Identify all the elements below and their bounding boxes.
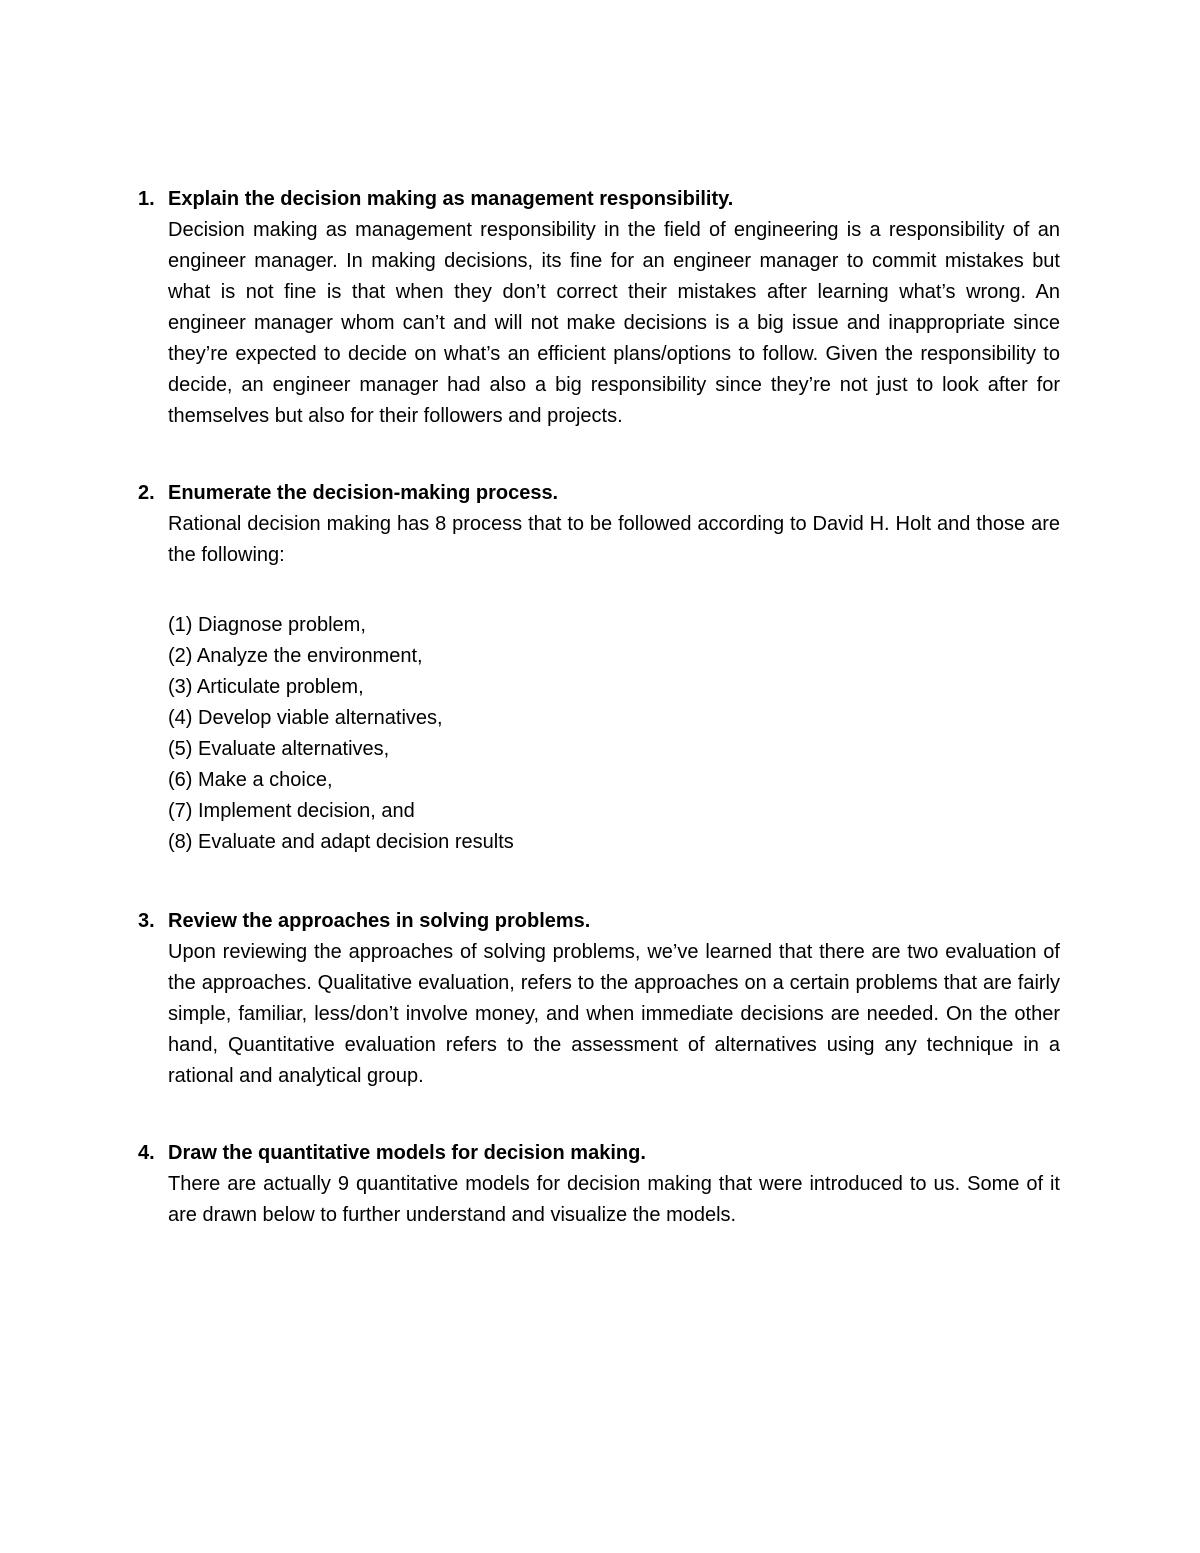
- process-step-1: (1) Diagnose problem,: [168, 614, 366, 636]
- question-number: 4.: [138, 1142, 155, 1164]
- question-2-answer: Rational decision making has 8 process that to be followed according to David H. Holt and those are the following:: [168, 513, 1060, 566]
- question-number: 3.: [138, 910, 155, 932]
- process-step-5: (5) Evaluate alternatives,: [168, 738, 390, 760]
- question-3-heading: [138, 906, 1060, 937]
- question-title: Review the approaches in solving problems.: [168, 910, 591, 932]
- process-step-8: (8) Evaluate and adapt decision results: [168, 831, 514, 853]
- question-2: [138, 478, 1060, 858]
- process-step-3: (3) Articulate problem,: [168, 676, 364, 698]
- question-3: [138, 906, 1060, 1092]
- question-4-heading: [138, 1138, 1060, 1169]
- question-title: Enumerate the decision-making process.: [168, 482, 559, 504]
- question-1-heading: [138, 184, 1060, 215]
- question-1-answer: Decision making as management responsibility in the field of engineering is a responsibility of an engineer manager. In making decisions, its fine for an engineer manager to commit mistakes but what is not fine is that when they don’t correct their mistakes after learning what’s wrong. An engineer manager whom can’t and will not make decisions is a big issue and inappropriate since they’re expected to decide on what’s an efficient plans/options to follow. Given the responsibility to decide, an engineer manager had also a big responsibility since they’re not just to look after for themselves but also for their followers and projects.: [168, 219, 1060, 427]
- question-4-answer: There are actually 9 quantitative models for decision making that were introduced to us. Some of it are drawn below to further understand and visualize the models.: [168, 1173, 1060, 1226]
- question-2-heading: [138, 478, 1060, 509]
- question-1: [138, 184, 1060, 432]
- decision-process-steps: [168, 610, 1060, 858]
- question-number: 2.: [138, 482, 155, 504]
- question-title: Explain the decision making as management responsibility.: [168, 188, 734, 210]
- question-number: 1.: [138, 188, 155, 210]
- process-step-2: (2) Analyze the environment,: [168, 645, 423, 667]
- process-step-4: (4) Develop viable alternatives,: [168, 707, 443, 729]
- process-step-6: (6) Make a choice,: [168, 769, 333, 791]
- question-4: [138, 1138, 1060, 1231]
- question-title: Draw the quantitative models for decision making.: [168, 1142, 646, 1164]
- process-step-7: (7) Implement decision, and: [168, 800, 415, 822]
- question-3-answer: Upon reviewing the approaches of solving problems, we’ve learned that there are two evaluation of the approaches. Qualitative evaluation, refers to the approaches on a certain problems that are fairly simple, familiar, less/don’t involve money, and when immediate decisions are needed. On the other hand, Quantitative evaluation refers to the assessment of alternatives using any technique in a rational and analytical group.: [168, 941, 1060, 1087]
